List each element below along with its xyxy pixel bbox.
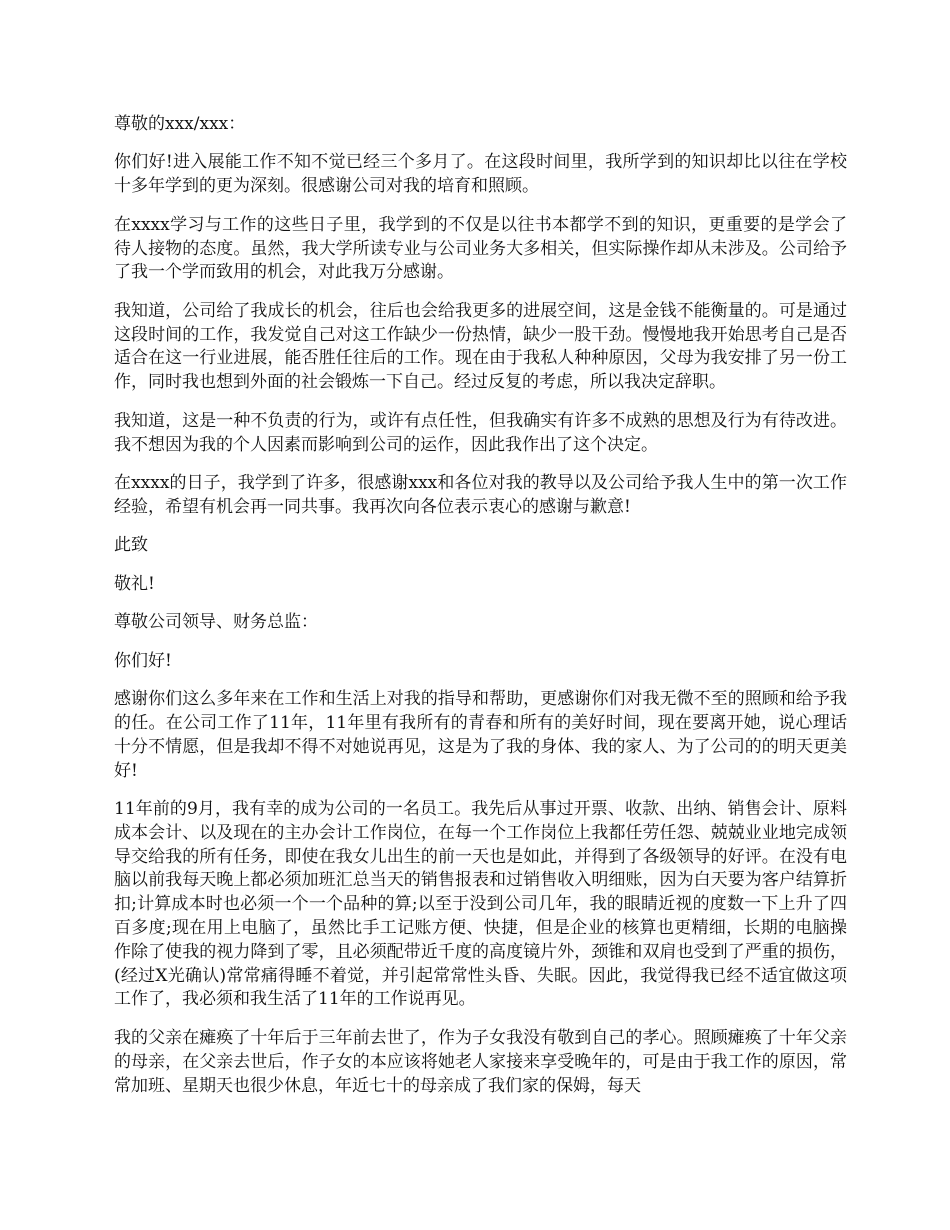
paragraph-gratitude: 感谢你们这么多年来在工作和生活上对我的指导和帮助，更感谢你们对我无微不至的照顾和给予我的任。在公司工作了11年，11年里有我所有的青春和所有的美好时间，现在要离开她，说心理话十分不情愿，但是我却不得不对她说再见，这是为了我的身体、我的家人、为了公司的的明天更美好! <box>114 689 847 781</box>
paragraph-family: 我的父亲在瘫痪了十年后于三年前去世了，作为子女我没有敬到自己的孝心。照顾瘫痪了十年父亲的母亲，在父亲去世后，作子女的本应该将她老人家接来享受晚年的，可是由于我工作的原因，常常加班、星期天也很少休息，年近七十的母亲成了我们家的保姆，每天 <box>114 1027 847 1096</box>
paragraph-apology: 我知道，这是一种不负责的行为，或许有点任性，但我确实有许多不成熟的思想及行为有待改进。我不想因为我的个人因素而影响到公司的运作，因此我作出了这个决定。 <box>114 410 847 455</box>
greeting-2: 你们好! <box>114 650 172 671</box>
closing-jingli: 敬礼! <box>114 573 155 594</box>
paragraph-history: 11年前的9月，我有幸的成为公司的一名员工。我先后从事过开票、收款、出纳、销售会计、原料成本会计、以及现在的主办会计工作岗位，在每一个工作岗位上我都任劳任怨、兢兢业业地完成领导交给我的所有任务，即使在我女儿出生的前一天也是如此，并得到了各级领导的好评。在没有电脑以前我每天晚上都必须加班汇总当天的销售报表和过销售收入明细账，因为白天要为客户结算折扣;计算成本时也必须一个一个品种的算;以至于没到公司几年，我的眼睛近视的度数一下上升了四百多度;现在用上电脑了，虽然比手工记账方便、快捷，但是企业的核算也更精细，长期的电脑操作除了使我的视力降到了零，且必须配带近千度的高度镜片外，颈锥和双肩也受到了严重的损伤，(经过X光确认)常常痛得睡不着觉，并引起常常性头昏、失眠。因此，我觉得我已经不适宜做这项工作了，我必须和我生活了11年的工作说再见。 <box>114 799 847 1010</box>
paragraph-thanks: 在xxxx的日子，我学到了许多，很感谢xxx和各位对我的教导以及公司给予我人生中的第一次工作经验，希望有机会再一同共事。我再次向各位表示衷心的感谢与歉意! <box>114 473 847 517</box>
paragraph-reason: 我知道，公司给了我成长的机会，往后也会给我更多的进展空间，这是金钱不能衡量的。可是通过这段时间的工作，我发觉自己对这工作缺少一份热情，缺少一股干劲。慢慢地我开始思考自己是否适合在这一行业进展，能否胜任往后的工作。现在由于我私人种种原因，父母为我安排了另一份工作，同时我也想到外面的社会锻炼一下自己。经过反复的考虑，所以我决定辞职。 <box>114 300 847 393</box>
salutation-1: 尊敬的xxx/xxx： <box>114 114 246 134</box>
paragraph-greeting-1: 你们好!进入展能工作不知不觉已经三个多月了。在这段时间里，我所学到的知识却比以往在学校十多年学到的更为深刻。很感谢公司对我的培育和照顾。 <box>114 152 847 197</box>
document-page <box>114 113 847 1113</box>
salutation-2: 尊敬公司领导、财务总监： <box>114 612 318 633</box>
closing-cizhi: 此致 <box>114 535 148 556</box>
paragraph-learning: 在xxxx学习与工作的这些日子里，我学到的不仅是以往书本都学不到的知识，更重要的是学会了待人接物的态度。虽然，我大学所读专业与公司业务大多相关，但实际操作却从未涉及。公司给予了我一个学而致用的机会，对此我万分感谢。 <box>114 214 847 283</box>
